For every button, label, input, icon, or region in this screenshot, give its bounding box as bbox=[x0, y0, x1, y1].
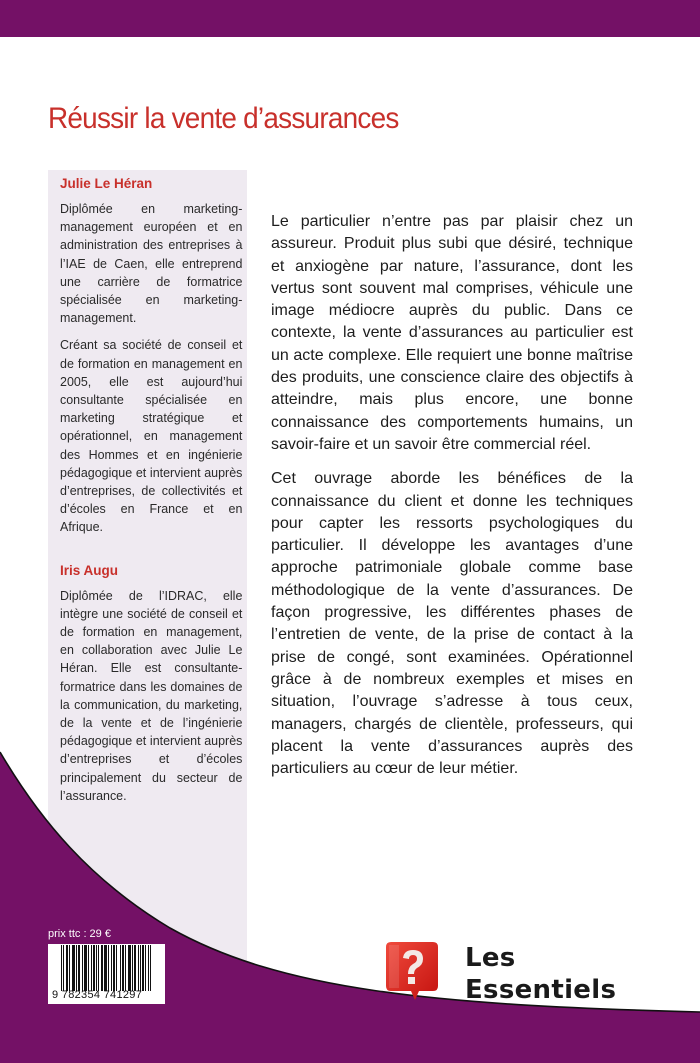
logo-line-1: Les bbox=[465, 943, 516, 973]
blurb-paragraph: Le particulier n’entre pas par plaisir chez un assureur. Produit plus subi que désiré, technique et anxiogène par nature, l’assurance, dont les vertus sont souvent mal comprises, véhicule une image médiocre auprès du public. Dans ce contexte, la vente d’assurances au particulier est un acte complexe. Elle requiert une bonne maîtrise des produits, une conscience claire des objectifs à atteindre, mais plus encore, une bonne connaissance des comportements humains, un savoir-faire et un savoir être commercial réel. bbox=[271, 213, 633, 453]
author-bio: Diplômée de l’IDRAC, elle intègre une société de conseil et de formation en management, en collaboration avec Julie Le Héran. Elle est consultante-formatrice dans les domaines de la communication, du marketing, de la vente et de l’ingénierie pédagogique et intervient auprès d’entreprises et d’écoles principalement du secteur de l’assurance. bbox=[60, 587, 243, 803]
author-block bbox=[60, 176, 242, 537]
author-block bbox=[60, 563, 242, 805]
author-name: Julie Le Héran bbox=[60, 176, 153, 191]
question-speech-bubble-icon bbox=[385, 940, 439, 1002]
price-label: prix ttc : 29 € bbox=[48, 928, 111, 940]
book-title: Réussir la vente d’assurances bbox=[48, 102, 399, 135]
author-name: Iris Augu bbox=[60, 562, 119, 578]
author-bio: Créant sa société de conseil et de formation en management en 2005, elle est aujourd’hui consultante spécialisée en marketing stratégique et opérationnel, en management des Hommes et en ingénierie pédagogique et intervient auprès d’entreprises, de collectivités et d’écoles en France et en Afrique. bbox=[60, 337, 243, 535]
authors-sidebar bbox=[60, 176, 242, 814]
isbn-barcode bbox=[48, 944, 165, 1004]
author-bio: Diplômée en marketing-management européen et en administration des entreprises à l’IAE de Caen, elle entreprend une carrière de formatrice spécialisée en marketing-management. bbox=[60, 201, 243, 326]
barcode-bars bbox=[61, 945, 163, 991]
blurb bbox=[271, 211, 633, 792]
collection-logo bbox=[465, 942, 616, 1006]
blurb-paragraph: Cet ouvrage aborde les bénéfices de la connaissance du client et donne les techniques pour capter les ressorts psychologiques du particulier. Il développe les avantages d’une approche patrimoniale globale comme base méthodologique de la vente d’assurances. De façon progressive, les différentes phases de l’entretien de vente, de la prise de contact à la prise de congé, sont examinées. Opérationnel grâce à de nombreux exemples et mises en situation, l’ouvrage s’adresse à tous ceux, managers, chargés de clientèle, professeurs, qui placent la vente d’assurances auprès des particuliers au cœur de leur métier. bbox=[271, 470, 633, 778]
logo-line-2: Essentiels bbox=[465, 975, 617, 1005]
isbn-number: 9 782354 741297 bbox=[52, 989, 143, 1001]
